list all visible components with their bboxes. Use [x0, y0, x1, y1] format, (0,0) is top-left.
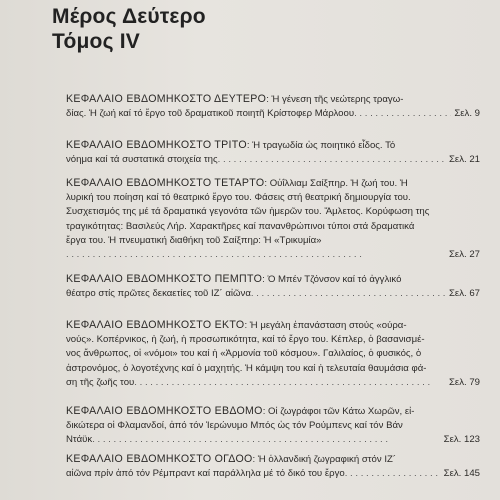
volume-title: Τόμος IV — [52, 30, 140, 53]
chapter-text: : Ἡ γένεση τῆς νεώτερης τραγω- — [266, 94, 404, 105]
chapter-label: ΚΕΦΑΛΑΙΟ ΕΒΔΟΜΗΚΟΣΤΟ ΔΕΥΤΕΡΟ — [66, 93, 267, 105]
chapter-text: Συσχετισμός της μέ τά δραματικά γεγονότα τῶν ἡμερῶν του. Ἄμλετος. Κορύφωση της — [66, 206, 430, 218]
chapter-text: : Οἱ ζωγράφοι τῶν Κάτω Χωρῶν, εἰ- — [262, 406, 415, 417]
toc-entry — [66, 272, 480, 301]
page-ref: Σελ. 145 — [443, 468, 480, 480]
chapter-text: : Ὁ Μπέν Τζόνσον καί τό ἀγγλικό — [262, 274, 402, 285]
chapter-text: : Ἡ τραγωδία ὡς ποιητικό εἶδος. Τό — [246, 140, 396, 151]
leader-dots — [354, 107, 451, 121]
chapter-text: ἀστρονόμος, ὁ λογοτέχνης καί ὁ μαχητής. Ἡ κάμψη του καί ἡ τελευταία θαυμάσια φά- — [66, 362, 427, 374]
toc-entry — [66, 176, 480, 262]
chapter-text: δίας. Ἡ ζωή καί τό ἔργο τοῦ δραματικοῦ ποιητῆ Κρίστοφερ Μάρλοου — [66, 108, 355, 120]
chapter-text: θέατρο στίς πρῶτες δεκαετίες τοῦ ΙΖ´ αἰῶνα — [66, 288, 251, 300]
page-ref: Σελ. 123 — [443, 434, 480, 446]
chapter-text: νόημα καί τά συστατικά στοιχεία της — [66, 154, 218, 166]
leader-dots — [92, 433, 440, 447]
chapter-text: : Ἡ μεγάλη ἐπανάσταση στούς «ούρα- — [244, 320, 407, 331]
toc-entry — [66, 318, 480, 390]
chapter-text: τραγικότητας: Βασιλεύς Λήρ. Χαρακτῆρες καί πανανθρώπινοι τύποι στά δραματικά — [66, 220, 415, 232]
page-ref: Σελ. 79 — [448, 376, 480, 388]
chapter-label: ΚΕΦΑΛΑΙΟ ΕΒΔΟΜΗΚΟΣΤΟ ΠΕΜΠΤΟ — [66, 273, 263, 285]
toc-entry — [66, 452, 480, 481]
chapter-text: : Οὐΐλλιαμ Σαίξπηρ. Ἡ ζωή του. Ἡ — [264, 178, 408, 189]
chapter-label: ΚΕΦΑΛΑΙΟ ΕΒΔΟΜΗΚΟΣΤΟ ΟΓΔΟΟ — [66, 453, 253, 465]
page-heading — [52, 4, 206, 54]
chapter-text: νούς». Κοπέρνικος, ἡ ζωή, ἡ προσωπικότητα, καί τό ἔργο του. Κέπλερ, ὁ βασανισμέ- — [66, 334, 425, 346]
page-ref: Σελ. 9 — [454, 108, 480, 120]
chapter-label: ΚΕΦΑΛΑΙΟ ΕΒΔΟΜΗΚΟΣΤΟ ΤΕΤΑΡΤΟ — [66, 177, 265, 189]
chapter-text: δικώτερα οἱ Φλαμανδοί, ἀπό τόν Ἱερώνυμο Μπός ὡς τόν Ρούμπενς καί τόν Βάν — [66, 420, 403, 432]
chapter-label: ΚΕΦΑΛΑΙΟ ΕΒΔΟΜΗΚΟΣΤΟ ΕΚΤΟ — [66, 319, 245, 331]
leader-dots — [251, 287, 446, 301]
page-ref: Σελ. 21 — [448, 154, 480, 166]
chapter-text: ση τῆς ζωῆς του — [66, 376, 135, 388]
chapter-text: ἔργα του. Ἡ πνευματική διαθήκη τοῦ Σαίξπηρ: Ἡ «Τρικυμία» — [66, 234, 322, 246]
chapter-label: ΚΕΦΑΛΑΙΟ ΕΒΔΟΜΗΚΟΣΤΟ ΕΒΔΟΜΟ — [66, 405, 263, 417]
page-ref: Σελ. 27 — [448, 249, 480, 261]
chapter-text: αἰῶνα πρίν ἀπό τόν Ρέμπραντ καί παράλληλα μέ τό δικό του ἔργο — [66, 468, 345, 480]
toc-entry — [66, 92, 480, 121]
leader-dots — [218, 153, 446, 167]
chapter-label: ΚΕΦΑΛΑΙΟ ΕΒΔΟΜΗΚΟΣΤΟ ΤΡΙΤΟ — [66, 139, 247, 151]
chapter-text: : Ἡ ὁλλανδική ζωγραφική στόν ΙΖ´ — [252, 454, 397, 465]
chapter-text: νος ἄνθρωπος, οἱ «νόμοι» του καί ἡ «Ἁρμονία τοῦ κόσμου». Γαλιλαίος, ὁ φυσικός, ὁ — [66, 348, 422, 360]
leader-dots — [345, 467, 441, 481]
toc-entry — [66, 138, 480, 167]
part-title: Μέρος Δεύτερο — [52, 5, 206, 28]
chapter-text: λυρική του ποίηση καί τό θεατρικό ἔργο του. Φάσεις στή θεατρική δημιουργία του. — [66, 192, 411, 204]
toc-entry — [66, 404, 480, 448]
leader-dots — [134, 376, 446, 390]
chapter-text: Ντάϋκ — [66, 434, 93, 446]
page-ref: Σελ. 67 — [448, 288, 480, 300]
leader-dots — [66, 248, 446, 262]
